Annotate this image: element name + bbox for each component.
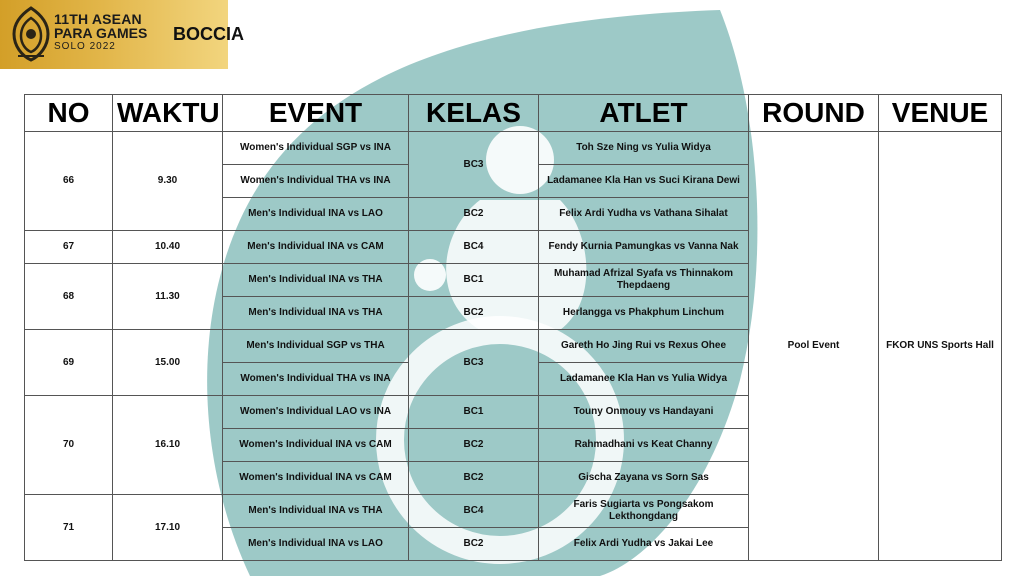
atlet-cell: Faris Sugiarta vs Pongsakom Lekthongdang [539,495,749,528]
event-cell: Men's Individual INA vs THA [223,264,409,297]
event-cell: Men's Individual INA vs THA [223,495,409,528]
event-cell: Women's Individual INA vs CAM [223,462,409,495]
kelas-cell: BC3 [409,132,539,198]
kelas-cell: BC4 [409,495,539,528]
match-no: 69 [25,330,113,396]
event-cell: Men's Individual SGP vs THA [223,330,409,363]
atlet-cell: Gareth Ho Jing Rui vs Rexus Ohee [539,330,749,363]
schedule-table [24,94,1002,561]
match-time: 9.30 [113,132,223,231]
atlet-cell: Herlangga vs Phakphum Linchum [539,297,749,330]
games-logo-icon [10,6,52,62]
kelas-cell: BC1 [409,396,539,429]
event-cell: Women's Individual LAO vs INA [223,396,409,429]
event-cell: Men's Individual INA vs CAM [223,231,409,264]
atlet-cell: Gischa Zayana vs Sorn Sas [539,462,749,495]
kelas-cell: BC2 [409,429,539,462]
round-cell: Pool Event [749,132,879,561]
col-header-atlet: ATLET [539,95,749,132]
kelas-cell: BC2 [409,297,539,330]
match-time: 15.00 [113,330,223,396]
col-header-no: NO [25,95,113,132]
games-line-2: PARA GAMES [54,25,148,41]
atlet-cell: Felix Ardi Yudha vs Jakai Lee [539,528,749,561]
col-header-venue: VENUE [879,95,1002,132]
match-time: 11.30 [113,264,223,330]
col-header-kelas: KELAS [409,95,539,132]
match-no: 68 [25,264,113,330]
sport-title: BOCCIA [173,24,244,44]
atlet-cell: Ladamanee Kla Han vs Yulia Widya [539,363,749,396]
atlet-cell: Toh Sze Ning vs Yulia Widya [539,132,749,165]
col-header-event: EVENT [223,95,409,132]
match-no: 71 [25,495,113,561]
venue-cell: FKOR UNS Sports Hall [879,132,1002,561]
match-no: 70 [25,396,113,495]
event-cell: Men's Individual INA vs LAO [223,528,409,561]
col-header-waktu: WAKTU [113,95,223,132]
event-cell: Women's Individual INA vs CAM [223,429,409,462]
games-wordmark [54,12,147,52]
kelas-cell: BC2 [409,528,539,561]
atlet-cell: Ladamanee Kla Han vs Suci Kirana Dewi [539,165,749,198]
event-cell: Women's Individual SGP vs INA [223,132,409,165]
col-header-round: ROUND [749,95,879,132]
atlet-cell: Touny Onmouy vs Handayani [539,396,749,429]
kelas-cell: BC2 [409,198,539,231]
games-line-3: SOLO 2022 [54,41,116,52]
atlet-cell: Rahmadhani vs Keat Channy [539,429,749,462]
atlet-cell: Felix Ardi Yudha vs Vathana Sihalat [539,198,749,231]
table-header-row [25,95,1002,132]
games-line-1: 11TH ASEAN [54,11,142,27]
match-no: 67 [25,231,113,264]
match-no: 66 [25,132,113,231]
match-time: 16.10 [113,396,223,495]
kelas-cell: BC4 [409,231,539,264]
atlet-cell: Fendy Kurnia Pamungkas vs Vanna Nak [539,231,749,264]
match-time: 17.10 [113,495,223,561]
kelas-cell: BC1 [409,264,539,297]
event-cell: Women's Individual THA vs INA [223,165,409,198]
kelas-cell: BC3 [409,330,539,396]
event-cell: Women's Individual THA vs INA [223,363,409,396]
table-row [25,132,1002,165]
event-cell: Men's Individual INA vs LAO [223,198,409,231]
kelas-cell: BC2 [409,462,539,495]
atlet-cell: Muhamad Afrizal Syafa vs Thinnakom Thepdaeng [539,264,749,297]
event-cell: Men's Individual INA vs THA [223,297,409,330]
match-time: 10.40 [113,231,223,264]
